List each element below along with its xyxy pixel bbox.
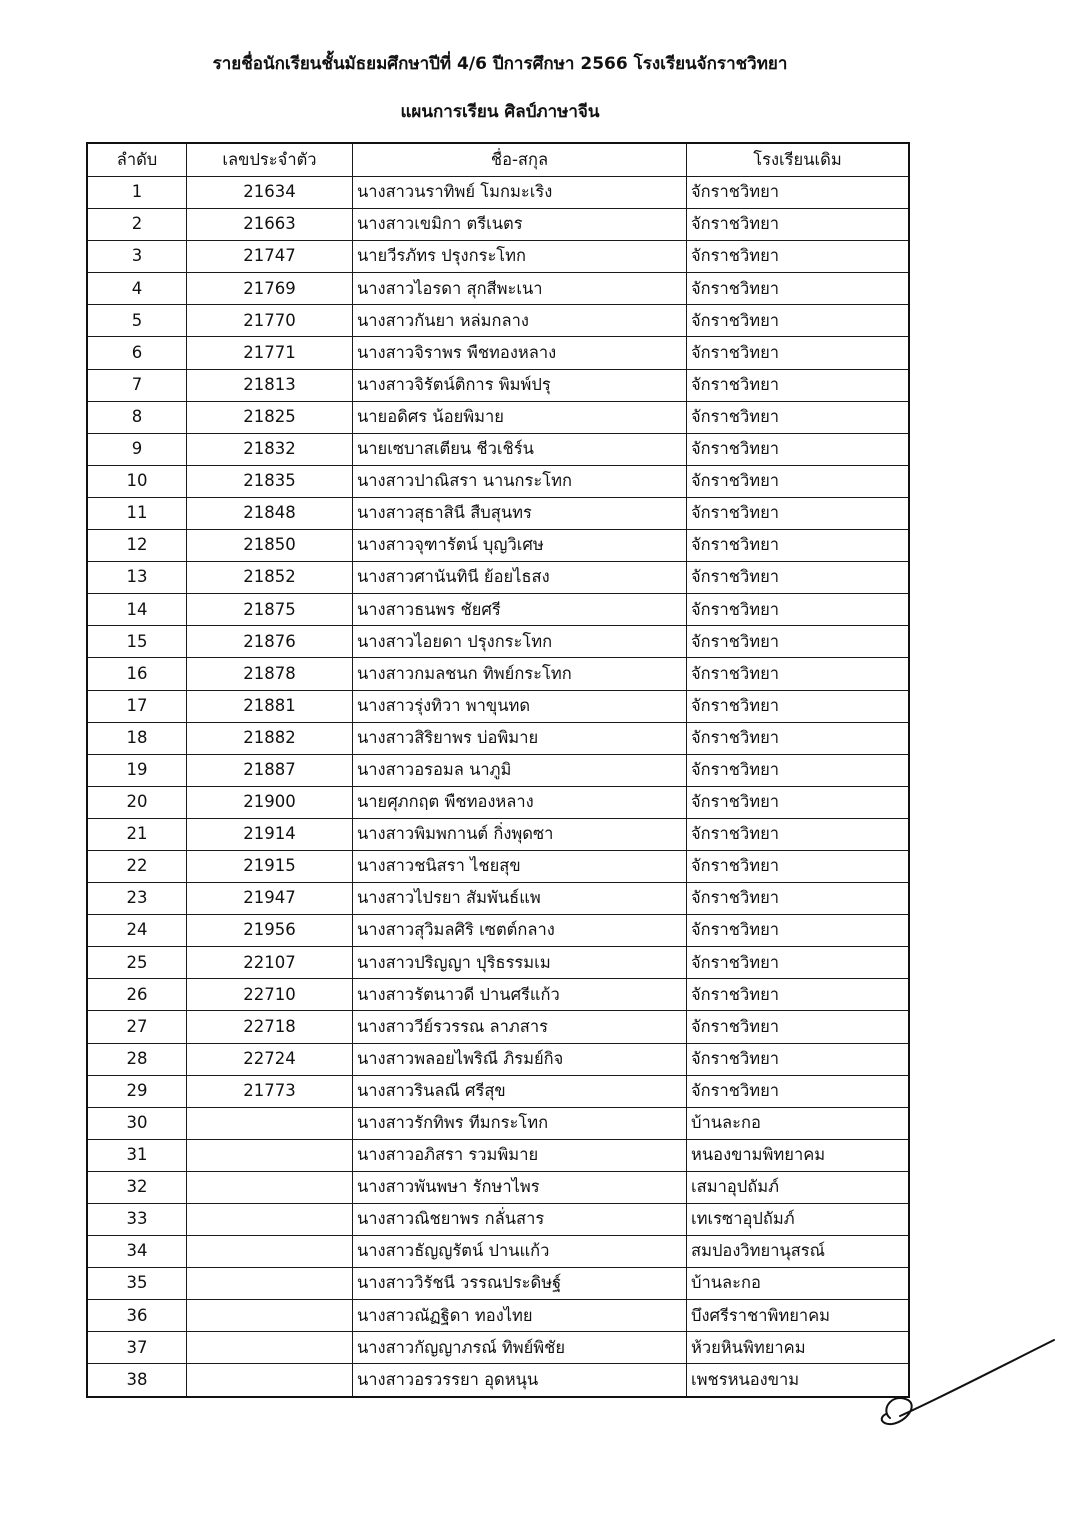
- order-cell: 14: [87, 594, 187, 626]
- student-id-cell: 21915: [187, 850, 353, 882]
- order-cell: 32: [87, 1171, 187, 1203]
- order-cell: 34: [87, 1236, 187, 1268]
- full-name-cell: นางสาวเขมิกา ตรีเนตร: [353, 209, 687, 241]
- full-name-cell: นางสาวไอรดา สุกสีพะเนา: [353, 273, 687, 305]
- student-id-cell: 21769: [187, 273, 353, 305]
- full-name-cell: นางสาวไปรยา สัมพันธ์แพ: [353, 883, 687, 915]
- previous-school-cell: จักราชวิทยา: [687, 850, 910, 882]
- full-name-cell: นางสาวจิราพร พืชทองหลาง: [353, 337, 687, 369]
- table-row: [87, 209, 909, 241]
- previous-school-cell: จักราชวิทยา: [687, 562, 910, 594]
- full-name-cell: นางสาวสิริยาพร บ่อพิมาย: [353, 722, 687, 754]
- order-cell: 35: [87, 1268, 187, 1300]
- full-name-cell: นางสาวสุธาสินี สืบสุนทร: [353, 497, 687, 529]
- table-row: [87, 1204, 909, 1236]
- student-id-cell: 21876: [187, 626, 353, 658]
- student-id-cell: 21881: [187, 690, 353, 722]
- student-id-cell: 22724: [187, 1043, 353, 1075]
- table-row: [87, 786, 909, 818]
- table-row: [87, 1236, 909, 1268]
- previous-school-cell: จักราชวิทยา: [687, 786, 910, 818]
- full-name-cell: นางสาวอภิสรา รวมพิมาย: [353, 1139, 687, 1171]
- table-row: [87, 1268, 909, 1300]
- student-roster-table: [86, 142, 910, 1398]
- student-id-cell: [187, 1236, 353, 1268]
- full-name-cell: นางสาวรัตนาวดี ปานศรีแก้ว: [353, 979, 687, 1011]
- student-id-cell: 21634: [187, 177, 353, 209]
- student-id-cell: 21875: [187, 594, 353, 626]
- table-row: [87, 818, 909, 850]
- full-name-cell: นางสาวณัฏฐิดา ทองไทย: [353, 1300, 687, 1332]
- order-cell: 18: [87, 722, 187, 754]
- table-row: [87, 305, 909, 337]
- full-name-cell: นางสาวธนพร ชัยศรี: [353, 594, 687, 626]
- student-id-cell: [187, 1139, 353, 1171]
- previous-school-cell: บึงศรีราชาพิทยาคม: [687, 1300, 910, 1332]
- previous-school-cell: จักราชวิทยา: [687, 1043, 910, 1075]
- order-cell: 26: [87, 979, 187, 1011]
- full-name-cell: นางสาววีย์รวรรณ ลาภสาร: [353, 1011, 687, 1043]
- previous-school-cell: จักราชวิทยา: [687, 915, 910, 947]
- student-id-cell: 21813: [187, 369, 353, 401]
- order-cell: 10: [87, 465, 187, 497]
- table-row: [87, 273, 909, 305]
- student-id-cell: 21956: [187, 915, 353, 947]
- order-cell: 6: [87, 337, 187, 369]
- student-id-cell: 21900: [187, 786, 353, 818]
- previous-school-cell: ห้วยหินพิทยาคม: [687, 1332, 910, 1364]
- student-id-cell: 21887: [187, 754, 353, 786]
- table-row: [87, 1171, 909, 1203]
- previous-school-cell: เพชรหนองขาม: [687, 1364, 910, 1397]
- student-id-cell: [187, 1204, 353, 1236]
- full-name-cell: นายศุภกฤต พืชทองหลาง: [353, 786, 687, 818]
- student-id-cell: [187, 1107, 353, 1139]
- previous-school-cell: จักราชวิทยา: [687, 818, 910, 850]
- document-title: รายชื่อนักเรียนชั้นมัธยมศึกษาปีที่ 4/6 ปีการศึกษา 2566 โรงเรียนจักราชวิทยา: [212, 54, 788, 74]
- order-cell: 17: [87, 690, 187, 722]
- previous-school-cell: เสมาอุปถัมภ์: [687, 1171, 910, 1203]
- table-row: [87, 594, 909, 626]
- table-row: [87, 369, 909, 401]
- student-id-cell: 21825: [187, 401, 353, 433]
- student-id-cell: 21771: [187, 337, 353, 369]
- full-name-cell: นางสาวจุฑารัตน์ บุญวิเศษ: [353, 530, 687, 562]
- student-id-cell: 21773: [187, 1075, 353, 1107]
- previous-school-cell: จักราชวิทยา: [687, 626, 910, 658]
- table-row: [87, 658, 909, 690]
- full-name-cell: นางสาวกันยา หล่มกลาง: [353, 305, 687, 337]
- table-row: [87, 1107, 909, 1139]
- column-header-previous-school: โรงเรียนเดิม: [687, 143, 910, 177]
- column-header-student-id: เลขประจำตัว: [187, 143, 353, 177]
- order-cell: 27: [87, 1011, 187, 1043]
- table-row: [87, 915, 909, 947]
- full-name-cell: นายวีรภัทร ปรุงกระโทก: [353, 241, 687, 273]
- previous-school-cell: บ้านละกอ: [687, 1268, 910, 1300]
- order-cell: 16: [87, 658, 187, 690]
- order-cell: 38: [87, 1364, 187, 1397]
- column-header-order: ลำดับ: [87, 143, 187, 177]
- previous-school-cell: จักราชวิทยา: [687, 273, 910, 305]
- previous-school-cell: สมปองวิทยานุสรณ์: [687, 1236, 910, 1268]
- previous-school-cell: จักราชวิทยา: [687, 883, 910, 915]
- order-cell: 1: [87, 177, 187, 209]
- previous-school-cell: จักราชวิทยา: [687, 241, 910, 273]
- order-cell: 37: [87, 1332, 187, 1364]
- table-row: [87, 337, 909, 369]
- full-name-cell: นางสาวพันพษา รักษาไพร: [353, 1171, 687, 1203]
- order-cell: 2: [87, 209, 187, 241]
- order-cell: 30: [87, 1107, 187, 1139]
- full-name-cell: นางสาวสุวิมลศิริ เซตต์กลาง: [353, 915, 687, 947]
- table-row: [87, 883, 909, 915]
- table-body: [87, 177, 909, 1397]
- table-row: [87, 530, 909, 562]
- previous-school-cell: จักราชวิทยา: [687, 465, 910, 497]
- order-cell: 29: [87, 1075, 187, 1107]
- full-name-cell: นางสาวกัญญาภรณ์ ทิพย์พิชัย: [353, 1332, 687, 1364]
- full-name-cell: นางสาวอรวรรยา อุดหนุน: [353, 1364, 687, 1397]
- previous-school-cell: จักราชวิทยา: [687, 722, 910, 754]
- previous-school-cell: จักราชวิทยา: [687, 658, 910, 690]
- order-cell: 7: [87, 369, 187, 401]
- order-cell: 11: [87, 497, 187, 529]
- full-name-cell: นางสาวรินลณี ศรีสุข: [353, 1075, 687, 1107]
- previous-school-cell: จักราชวิทยา: [687, 433, 910, 465]
- full-name-cell: นางสาวรักทิพร ทีมกระโทก: [353, 1107, 687, 1139]
- order-cell: 12: [87, 530, 187, 562]
- order-cell: 21: [87, 818, 187, 850]
- table-row: [87, 1139, 909, 1171]
- student-id-cell: 21770: [187, 305, 353, 337]
- full-name-cell: นางสาวกมลชนก ทิพย์กระโทก: [353, 658, 687, 690]
- order-cell: 8: [87, 401, 187, 433]
- student-id-cell: 21747: [187, 241, 353, 273]
- table-row: [87, 497, 909, 529]
- previous-school-cell: จักราชวิทยา: [687, 947, 910, 979]
- full-name-cell: นางสาวปริญญา ปุริธรรมเม: [353, 947, 687, 979]
- table-row: [87, 465, 909, 497]
- full-name-cell: นางสาววิรัชนี วรรณประดิษฐ์: [353, 1268, 687, 1300]
- table-row: [87, 401, 909, 433]
- previous-school-cell: จักราชวิทยา: [687, 530, 910, 562]
- previous-school-cell: จักราชวิทยา: [687, 754, 910, 786]
- previous-school-cell: จักราชวิทยา: [687, 177, 910, 209]
- order-cell: 25: [87, 947, 187, 979]
- full-name-cell: นางสาวนราทิพย์ โมกมะเริง: [353, 177, 687, 209]
- student-id-cell: 21850: [187, 530, 353, 562]
- full-name-cell: นางสาวไอยดา ปรุงกระโทก: [353, 626, 687, 658]
- student-id-cell: 21947: [187, 883, 353, 915]
- student-id-cell: [187, 1171, 353, 1203]
- full-name-cell: นางสาวพิมพกานต์ กิ่งพุดซา: [353, 818, 687, 850]
- previous-school-cell: จักราชวิทยา: [687, 369, 910, 401]
- previous-school-cell: จักราชวิทยา: [687, 1075, 910, 1107]
- full-name-cell: นางสาวชนิสรา ไชยสุข: [353, 850, 687, 882]
- previous-school-cell: จักราชวิทยา: [687, 594, 910, 626]
- table-row: [87, 177, 909, 209]
- full-name-cell: นายเซบาสเตียน ชีวเชิร์น: [353, 433, 687, 465]
- student-id-cell: [187, 1268, 353, 1300]
- order-cell: 24: [87, 915, 187, 947]
- previous-school-cell: จักราชวิทยา: [687, 979, 910, 1011]
- order-cell: 19: [87, 754, 187, 786]
- order-cell: 23: [87, 883, 187, 915]
- previous-school-cell: จักราชวิทยา: [687, 305, 910, 337]
- student-id-cell: 22710: [187, 979, 353, 1011]
- student-id-cell: 21878: [187, 658, 353, 690]
- full-name-cell: นางสาวจิรัตน์ติการ พิมพ์ปรุ: [353, 369, 687, 401]
- order-cell: 33: [87, 1204, 187, 1236]
- table-header-row: [87, 143, 909, 177]
- student-id-cell: 21663: [187, 209, 353, 241]
- student-id-cell: 22718: [187, 1011, 353, 1043]
- table-row: [87, 1364, 909, 1397]
- previous-school-cell: เทเรซาอุปถัมภ์: [687, 1204, 910, 1236]
- table-row: [87, 1300, 909, 1332]
- previous-school-cell: บ้านละกอ: [687, 1107, 910, 1139]
- order-cell: 28: [87, 1043, 187, 1075]
- full-name-cell: นางสาวศานันทินี ย้อยไธสง: [353, 562, 687, 594]
- table-row: [87, 562, 909, 594]
- table-row: [87, 947, 909, 979]
- table-row: [87, 1011, 909, 1043]
- full-name-cell: นางสาวรุ่งทิวา พาขุนทด: [353, 690, 687, 722]
- table-row: [87, 722, 909, 754]
- table-row: [87, 850, 909, 882]
- previous-school-cell: จักราชวิทยา: [687, 497, 910, 529]
- student-id-cell: 21852: [187, 562, 353, 594]
- table-row: [87, 1043, 909, 1075]
- order-cell: 4: [87, 273, 187, 305]
- order-cell: 13: [87, 562, 187, 594]
- student-id-cell: 21835: [187, 465, 353, 497]
- student-id-cell: 21882: [187, 722, 353, 754]
- full-name-cell: นางสาวอรอมล นาภูมิ: [353, 754, 687, 786]
- student-id-cell: 21832: [187, 433, 353, 465]
- student-id-cell: [187, 1364, 353, 1397]
- table-row: [87, 754, 909, 786]
- previous-school-cell: จักราชวิทยา: [687, 1011, 910, 1043]
- previous-school-cell: จักราชวิทยา: [687, 401, 910, 433]
- full-name-cell: นางสาวณิชยาพร กลั่นสาร: [353, 1204, 687, 1236]
- table-row: [87, 690, 909, 722]
- order-cell: 5: [87, 305, 187, 337]
- study-plan-subtitle: แผนการเรียน ศิลป์ภาษาจีน: [400, 102, 600, 122]
- table-row: [87, 433, 909, 465]
- order-cell: 15: [87, 626, 187, 658]
- table-row: [87, 1332, 909, 1364]
- table-row: [87, 1075, 909, 1107]
- table-row: [87, 626, 909, 658]
- previous-school-cell: จักราชวิทยา: [687, 337, 910, 369]
- student-id-cell: [187, 1332, 353, 1364]
- table-row: [87, 979, 909, 1011]
- full-name-cell: นางสาวธัญญรัตน์ ปานแก้ว: [353, 1236, 687, 1268]
- student-id-cell: 21914: [187, 818, 353, 850]
- order-cell: 31: [87, 1139, 187, 1171]
- order-cell: 9: [87, 433, 187, 465]
- table-row: [87, 241, 909, 273]
- order-cell: 20: [87, 786, 187, 818]
- student-id-cell: [187, 1300, 353, 1332]
- previous-school-cell: จักราชวิทยา: [687, 209, 910, 241]
- previous-school-cell: จักราชวิทยา: [687, 690, 910, 722]
- previous-school-cell: หนองขามพิทยาคม: [687, 1139, 910, 1171]
- student-id-cell: 22107: [187, 947, 353, 979]
- order-cell: 36: [87, 1300, 187, 1332]
- full-name-cell: นายอดิศร น้อยพิมาย: [353, 401, 687, 433]
- column-header-full-name: ชื่อ-สกุล: [353, 143, 687, 177]
- signature-mark: [870, 1330, 1060, 1440]
- student-id-cell: 21848: [187, 497, 353, 529]
- order-cell: 22: [87, 850, 187, 882]
- full-name-cell: นางสาวปาณิสรา นานกระโทก: [353, 465, 687, 497]
- full-name-cell: นางสาวพลอยไพริณี ภิรมย์กิจ: [353, 1043, 687, 1075]
- order-cell: 3: [87, 241, 187, 273]
